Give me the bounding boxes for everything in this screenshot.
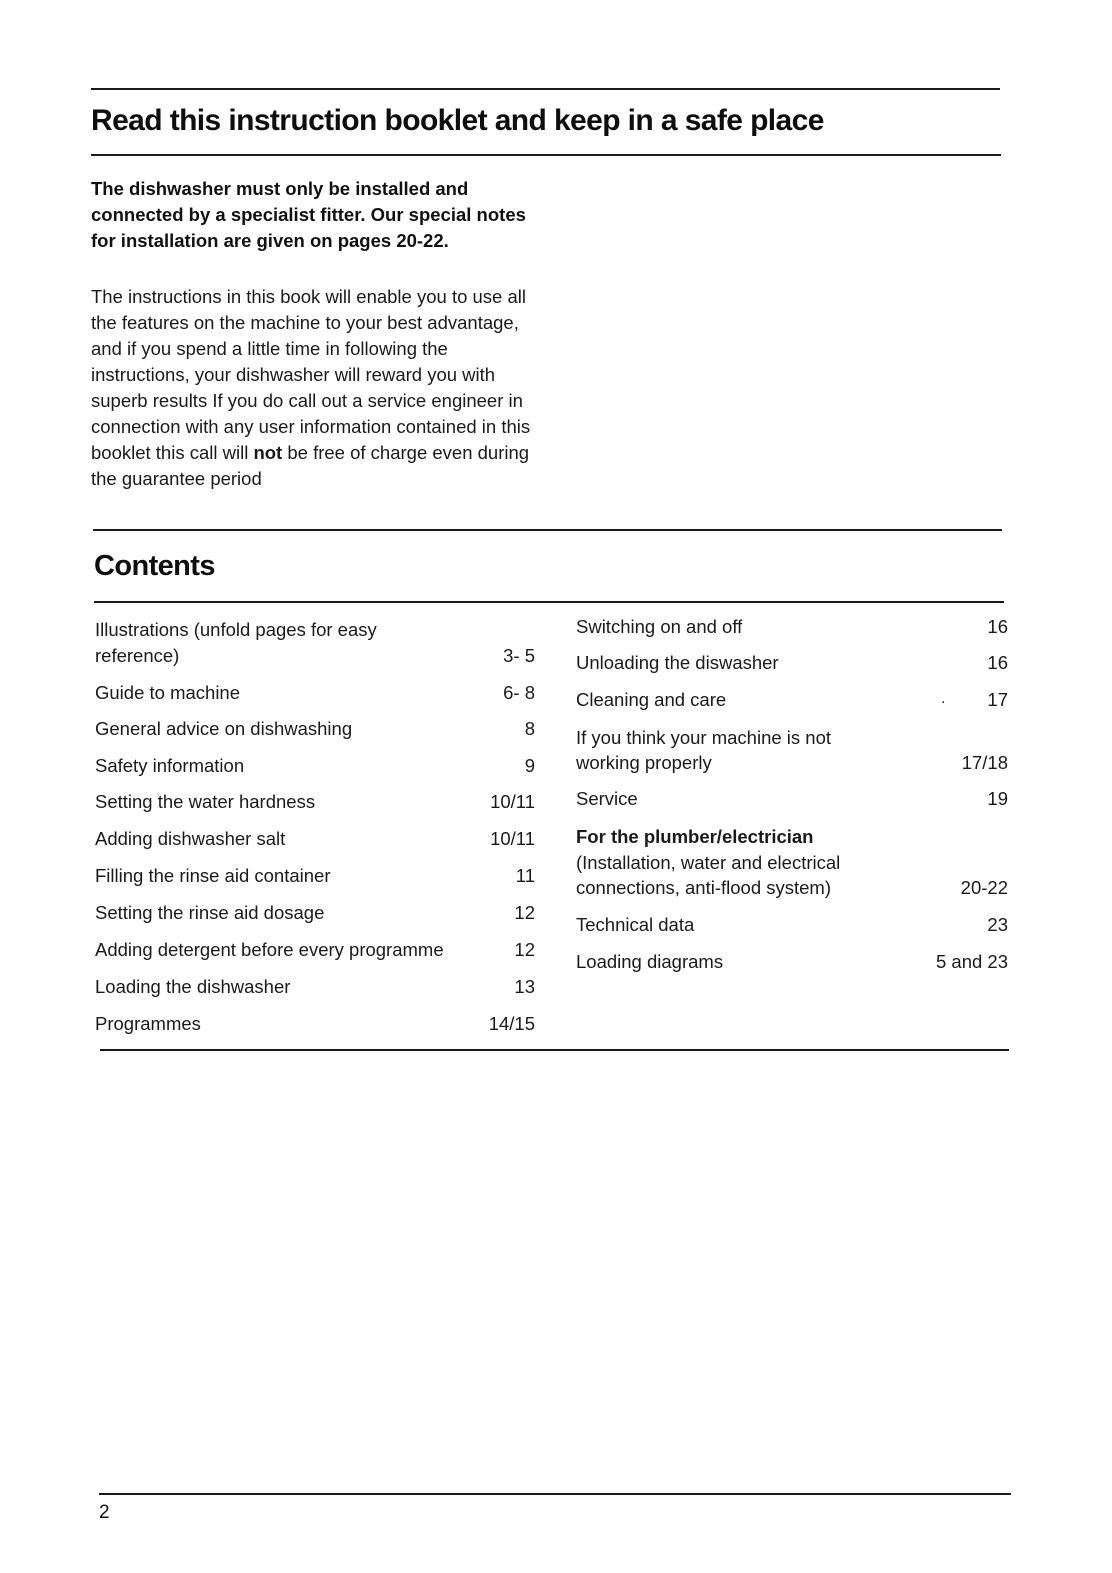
toc-label: Setting the rinse aid dosage (95, 902, 325, 923)
toc-page: 3- 5 (503, 645, 535, 666)
contents-heading-rule (94, 601, 1004, 603)
toc-page: 9 (524, 755, 535, 776)
toc-label: Filling the rinse aid container (95, 865, 331, 886)
toc-page: 10/11 (490, 791, 535, 812)
toc-label: Switching on and off (576, 616, 743, 637)
toc-label-line3: connections, anti-flood system) (576, 877, 832, 898)
toc-label: Adding detergent before every programme (95, 939, 444, 960)
toc-label: Guide to machine (95, 682, 241, 703)
toc-page: 23 (987, 914, 1008, 935)
toc-page: 5 and 23 (935, 951, 1008, 972)
toc-label: Programmes (95, 1013, 201, 1034)
page-number: 2 (99, 1502, 110, 1523)
toc-page: 11 (515, 865, 535, 886)
toc-label-line1: If you think your machine is not (576, 727, 832, 748)
toc-label: Safety information (95, 755, 245, 776)
toc-page: 8 (524, 718, 535, 739)
toc-page: 16 (987, 616, 1008, 637)
toc-page: 19 (987, 788, 1008, 809)
toc-label: General advice on dishwashing (95, 718, 353, 739)
toc-label: Adding dishwasher salt (95, 828, 286, 849)
toc-label: Cleaning and care (576, 689, 727, 710)
intro-emphasis: not (253, 442, 283, 463)
toc-entry-plumber-electrician (576, 824, 1008, 902)
toc-page: 12 (514, 902, 535, 923)
toc-label: Loading the dishwasher (95, 976, 291, 997)
toc-page: 10/11 (490, 828, 535, 849)
top-rule (91, 88, 1000, 90)
page-title: Read this instruction booklet and keep in a safe place (91, 104, 824, 137)
contents-bottom-rule (100, 1049, 1009, 1051)
toc-page: 14/15 (488, 1013, 535, 1034)
intro-text-part1: The instructions in this book will enable you to use all the features on the machine to your best advantage, and if you spend a little time in following the instructions, your dishwasher will reward you with superb results If you do call out a service engineer in connection with any user information contained in this booklet this call will (91, 286, 531, 463)
toc-label-line2: reference) (95, 645, 180, 666)
toc-page: 20-22 (960, 877, 1008, 898)
toc-page: 17 (987, 689, 1008, 710)
toc-label-line1: For the plumber/electrician (576, 826, 814, 847)
toc-label: Setting the water hardness (95, 791, 316, 812)
footer-rule (99, 1493, 1011, 1495)
title-underline-rule (91, 154, 1001, 156)
toc-label-line1: Illustrations (unfold pages for easy (95, 619, 377, 640)
intro-text-part2: be free of charge even during the guarantee period (91, 442, 530, 489)
toc-entry-troubleshooting (576, 725, 1008, 777)
stray-marker: . (941, 690, 946, 707)
toc-entry-illustrations (95, 617, 535, 669)
toc-page: 6- 8 (503, 682, 535, 703)
toc-label: Unloading the diswasher (576, 652, 779, 673)
contents-heading: Contents (94, 550, 215, 582)
toc-page: 12 (514, 939, 535, 960)
toc-page: 16 (987, 652, 1008, 673)
toc-label: Loading diagrams (576, 951, 724, 972)
toc-label: Technical data (576, 914, 695, 935)
installation-notice: The dishwasher must only be installed and connected by a specialist fitter. Our special notes for installation are given on pages 20-22. (91, 178, 526, 251)
toc-label-line2: working properly (576, 752, 712, 773)
toc-label-line2: (Installation, water and electrical (576, 852, 841, 873)
intro-bottom-rule (93, 529, 1002, 531)
toc-label: Service (576, 788, 638, 809)
toc-page: 17/18 (961, 752, 1008, 773)
toc-page: 13 (514, 976, 535, 997)
intro-paragraph (91, 284, 551, 492)
